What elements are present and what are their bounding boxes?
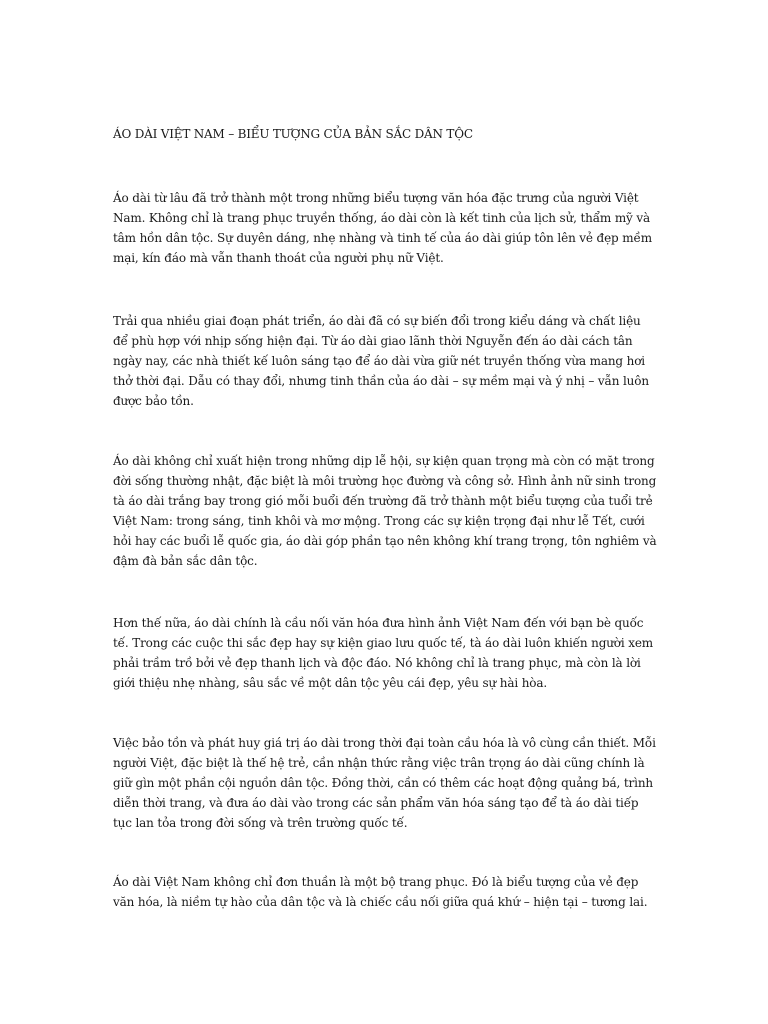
paragraph-1: Áo dài từ lâu đã trở thành một trong những biểu tượng văn hóa đặc trưng của người Việt Nam. Không chỉ là trang phục truyền thống, áo dài còn là kết tinh của lịch sử, thẩm mỹ và tâm hồn dân tộc. Sự duyên dáng, nhẹ nhàng và tinh tế của áo dài giúp tôn lên vẻ đẹp mềm mại, kín đáo mà vẫn thanh thoát của người phụ nữ Việt. bbox=[113, 191, 652, 265]
document-title: ÁO DÀI VIỆT NAM – BIỂU TƯỢNG CỦA BẢN SẮC DÂN TỘC bbox=[113, 127, 473, 141]
paragraph-4: Hơn thế nữa, áo dài chính là cầu nối văn hóa đưa hình ảnh Việt Nam đến với bạn bè quốc tế. Trong các cuộc thi sắc đẹp hay sự kiện giao lưu quốc tế, tà áo dài luôn khiến người xem phải trầm trồ bởi vẻ đẹp thanh lịch và độc đáo. Nó không chỉ là trang phục, mà còn là lời giới thiệu nhẹ nhàng, sâu sắc về một dân tộc yêu cái đẹp, yêu sự hài hòa. bbox=[113, 616, 654, 690]
paragraph-6: Áo dài Việt Nam không chỉ đơn thuần là một bộ trang phục. Đó là biểu tượng của vẻ đẹp văn hóa, là niềm tự hào của dân tộc và là chiếc cầu nối giữa quá khứ – hiện tại – tương lai. bbox=[113, 875, 648, 909]
paragraph-2: Trải qua nhiều giai đoạn phát triển, áo dài đã có sự biến đổi trong kiểu dáng và chất liệu để phù hợp với nhịp sống hiện đại. Từ áo dài giao lãnh thời Nguyễn đến áo dài cách tân ngày nay, các nhà thiết kế luôn sáng tạo để áo dài vừa giữ nét truyền thống vừa mang hơi thở thời đại. Dẫu có thay đổi, nhưng tinh thần của áo dài – sự mềm mại và ý nhị – vẫn luôn được bảo tồn. bbox=[113, 314, 649, 408]
paragraph-5: Việc bảo tồn và phát huy giá trị áo dài trong thời đại toàn cầu hóa là vô cùng cần thiết. Mỗi người Việt, đặc biệt là thế hệ trẻ, cần nhận thức rằng việc trân trọng áo dài cũng chính là giữ gìn một phần cội nguồn dân tộc. Đồng thời, cần có thêm các hoạt động quảng bá, trình diễn thời trang, và đưa áo dài vào trong các sản phẩm văn hóa sáng tạo để tà áo dài tiếp tục lan tỏa trong đời sống và trên trường quốc tế. bbox=[113, 736, 656, 830]
paragraph-3: Áo dài không chỉ xuất hiện trong những dịp lễ hội, sự kiện quan trọng mà còn có mặt trong đời sống thường nhật, đặc biệt là môi trường học đường và công sở. Hình ảnh nữ sinh trong tà áo dài trắng bay trong gió mỗi buổi đến trường đã trở thành một biểu tượng của tuổi trẻ Việt Nam: trong sáng, tinh khôi và mơ mộng. Trong các sự kiện trọng đại như lễ Tết, cưới hỏi hay các buổi lễ quốc gia, áo dài góp phần tạo nên không khí trang trọng, tôn nghiêm và đậm đà bản sắc dân tộc. bbox=[113, 454, 657, 568]
